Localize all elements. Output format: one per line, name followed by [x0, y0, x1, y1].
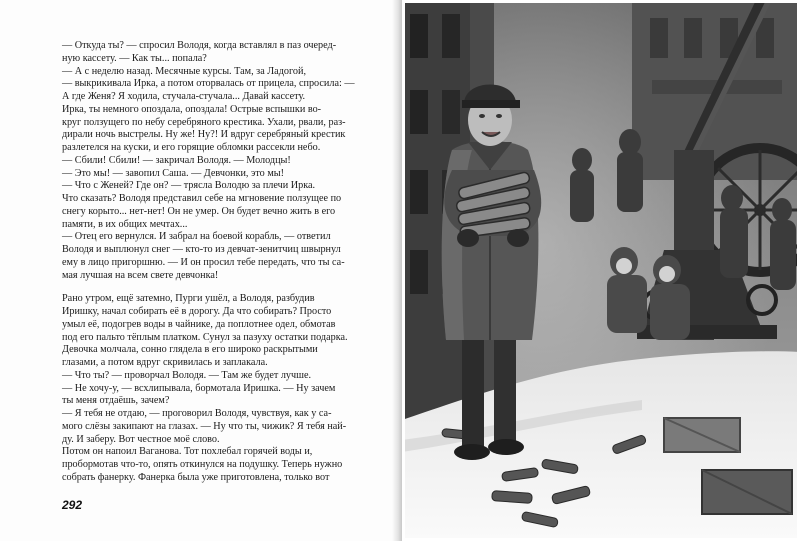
text-line: круг ползущего по небу серебряного крестика. Ухали, рвали, раз- — [62, 116, 346, 128]
text-line: — Я тебя не отдаю, — проговорил Володя, чувствуя, как у са- — [62, 408, 332, 419]
text-line: — Откуда ты? — спросил Володя, когда вставлял в паз очеред- — [62, 40, 337, 51]
text-line: — Что ты? — проворчал Володя. — Там же будет лучше. — [62, 369, 312, 381]
text-line: Что сказать? Володя представил себе на мгновение ползущее по — [62, 193, 342, 204]
text-line: — выкрикивала Ирка, а потом оторвалась от прицела, спросила: — — [62, 78, 355, 90]
text-line: ему в лицо пригоршню. — И он просил тебе передать, что ты са- — [62, 256, 345, 268]
text-line: — Отец его вернулся. И забрал на боевой корабль, — ответил — [62, 231, 331, 243]
text-line: А где Женя? Я ходила, стучала-стучала... Давай кассету. — [62, 91, 306, 102]
text-line: Девочка молчала, сонно глядела в его широко раскрытыми — [62, 344, 318, 356]
text-line: пробормотав что-то, опять откинулся на подушку. Теперь нужно — [62, 459, 343, 470]
body-text — [62, 40, 372, 485]
text-line: ты меня отдаёшь, зачем? — [62, 395, 170, 407]
book-gutter — [392, 0, 402, 541]
text-line: мого слёзы закипают на глазах. — Ну что ты, чижик? Я тебя най- — [62, 420, 347, 432]
text-line: — Это мы! — завопил Саша. — Девчонки, это мы! — [62, 167, 285, 179]
text-line: собрать фанерку. Фанерка была уже приготовлена, только вот — [62, 471, 330, 483]
text-line: дирали ночь выстрелы. Ну же! Ну?! И вдруг серебряный крестик — [62, 129, 346, 141]
text-line: под его пальто тёплым платком. Сунул за пазуху остатки подарка. — [62, 331, 348, 343]
text-line: Рано утром, ещё затемно, Пурги ушёл, а Володя, разбудив — [62, 293, 315, 305]
wartime-illustration-icon — [402, 0, 800, 541]
text-line: ную кассету. — Как ты... попала? — [62, 52, 207, 64]
text-line: Иришку, начал собирать её в дорогу. Да что собирать? Просто — [62, 306, 332, 317]
text-line: разлетелся на куски, и его горящие обломки рассекли небо. — [62, 142, 321, 153]
text-line: ду. И заберу. Вот честное моё слово. — [62, 433, 220, 445]
text-line: глазами, а потом вдруг скривилась и заплакала. — [62, 357, 268, 368]
text-line: — Не хочу-у, — всхлипывала, бормотала Иришка. — Ну зачем — [62, 382, 336, 394]
text-line: — А с неделю назад. Месячные курсы. Там, за Ладогой, — [62, 65, 306, 77]
text-line: Володя и выплюнул снег — кто-то из девчат-зенитчиц швырнул — [62, 244, 341, 255]
text-line: памяти, в их общих мечтах... — [62, 218, 188, 230]
text-line: снегу корыто... нет-нет! Он не умер. Он будет вечно жить в его — [62, 205, 336, 217]
text-line: — Что с Женей? Где он? — трясла Володю за плечи Ирка. — [62, 180, 316, 192]
page-number: 292 — [62, 498, 83, 512]
text-line: мая лучшая на всем свете девчонка! — [62, 269, 219, 281]
text-line: Ирка, ты немного опоздала, опоздала! Острые вспышки во- — [62, 103, 322, 115]
text-line: умыл её, подогрев воды в чайнике, да поплотнее одел, обмотав — [62, 318, 336, 330]
text-line: — Сбили! Сбили! — закричал Володя. — Молодцы! — [62, 154, 291, 166]
text-line: Потом он напоил Ваганова. Тот похлебал горячей воды и, — [62, 446, 313, 458]
